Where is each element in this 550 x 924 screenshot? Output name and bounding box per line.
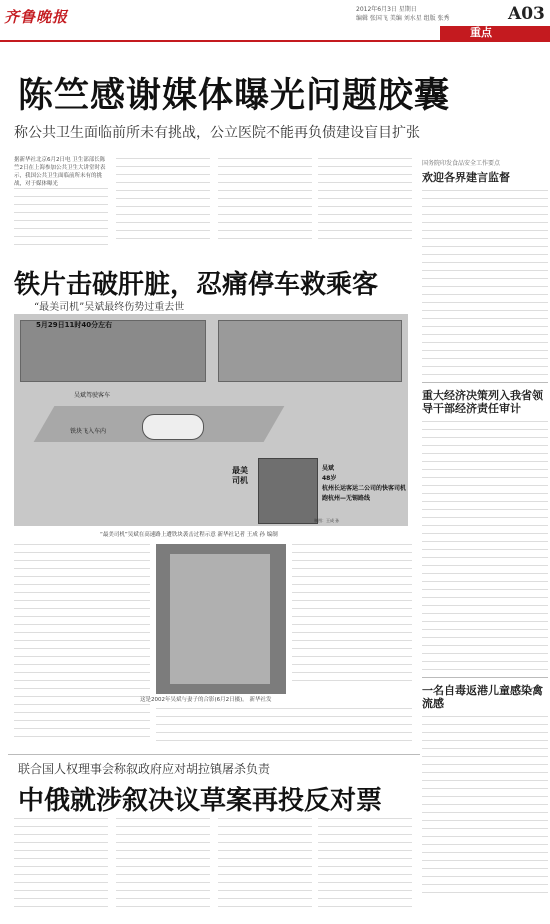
section-divider <box>8 754 420 755</box>
sidebar-divider <box>422 677 548 678</box>
couple-photo <box>156 544 286 694</box>
photo-frame <box>170 554 270 684</box>
newspaper-logo: 齐鲁晚报 <box>4 8 69 26</box>
driver-age: 48岁 <box>322 475 337 482</box>
graphic-shout-label: 铁块飞入车内 <box>70 428 107 435</box>
section-badge: 重点 <box>470 26 492 39</box>
sidebar-briefs <box>422 150 548 920</box>
graphic-time-label: 5月29日11时40分左右 <box>36 321 113 329</box>
story-1-body-col-4 <box>318 158 412 254</box>
page-number: A03 <box>508 4 545 24</box>
story-1-body-col-3 <box>218 158 312 254</box>
accident-infographic <box>14 314 408 526</box>
story-3-body-col-3 <box>218 818 312 920</box>
story-3-body-col-1 <box>14 818 108 920</box>
bus-illustration <box>142 414 204 440</box>
sidebar-item-3-headline[interactable]: 一名自毒返港儿童感染禽流感 <box>422 684 543 710</box>
driver-employer: 杭州长运客运二公司的快客司机 <box>322 485 407 492</box>
driver-profile <box>322 464 406 504</box>
dateline: 2012年6月3日 星期日 <box>356 6 417 13</box>
driver-portrait <box>258 458 318 524</box>
story-1-lead: 据新华社北京6月2日电 卫生部部长陈竺2日在上海参加公共卫生大讲堂时表示，我国公共卫生面临前所未有的挑战，对于媒体曝光 <box>14 157 106 187</box>
surveillance-still-2 <box>218 320 402 382</box>
graphic-hero-label: 最美司机 <box>232 466 248 485</box>
photo-caption: 这是2002年吴斌与妻子的合影(6月2日摄)。 新华社发 <box>140 697 272 703</box>
story-3-body-col-4 <box>318 818 412 920</box>
driver-name: 吴斌 <box>322 465 335 472</box>
sidebar-item-1-tag: 国务院印发食品安全工作要点 <box>422 160 501 167</box>
story-3-body-col-2 <box>116 818 210 920</box>
graphic-arrow-label: 吴斌驾驶客车 <box>74 392 111 399</box>
story-2-body-col-2 <box>292 544 412 694</box>
story-1-body-col-2 <box>116 158 210 254</box>
sidebar-item-2-headline[interactable]: 重大经济决策列入我省领导干部经济责任审计 <box>422 389 543 415</box>
masthead <box>0 0 550 40</box>
sidebar-item-2-body <box>422 421 548 670</box>
story-2-body-col-1 <box>14 544 150 750</box>
graphic-caption: “最美司机”吴斌在高速路上遭铁块袭击过程示意 新华社记者 王成 孙 编制 <box>100 532 278 538</box>
sidebar-item-1-headline[interactable]: 欢迎各界建言监督 <box>422 171 510 184</box>
sidebar-item-3-body <box>422 716 548 893</box>
sidebar-item-1-body <box>422 190 548 375</box>
story-2-subhead: “最美司机”吴斌最终伤势过重去世 <box>34 302 185 313</box>
story-2-body-col-3 <box>156 708 412 750</box>
sidebar-divider <box>422 382 548 383</box>
driver-route: 跑杭州—无锡路线 <box>322 495 371 502</box>
graphic-credit: 制图：王成 孙 <box>314 518 340 523</box>
masthead-rule <box>0 40 550 42</box>
section-badge-bg <box>440 26 550 40</box>
story-1-headline[interactable]: 陈竺感谢媒体曝光问题胶囊 <box>18 75 451 116</box>
story-1-subhead: 称公共卫生面临前所未有挑战，公立医院不能再负债建设盲目扩张 <box>14 125 420 141</box>
editor-credits: 编辑 张国飞 美编 刘水星 组版 张秀 <box>356 15 450 22</box>
story-1-body-col-1 <box>14 156 108 256</box>
story-2-headline[interactable]: 铁片击破肝脏，忍痛停车救乘客 <box>14 270 379 300</box>
story-3-kicker: 联合国人权理事会称叙政府应对胡拉镇屠杀负责 <box>18 762 271 776</box>
story-3-headline[interactable]: 中俄就涉叙决议草案再投反对票 <box>18 786 383 816</box>
